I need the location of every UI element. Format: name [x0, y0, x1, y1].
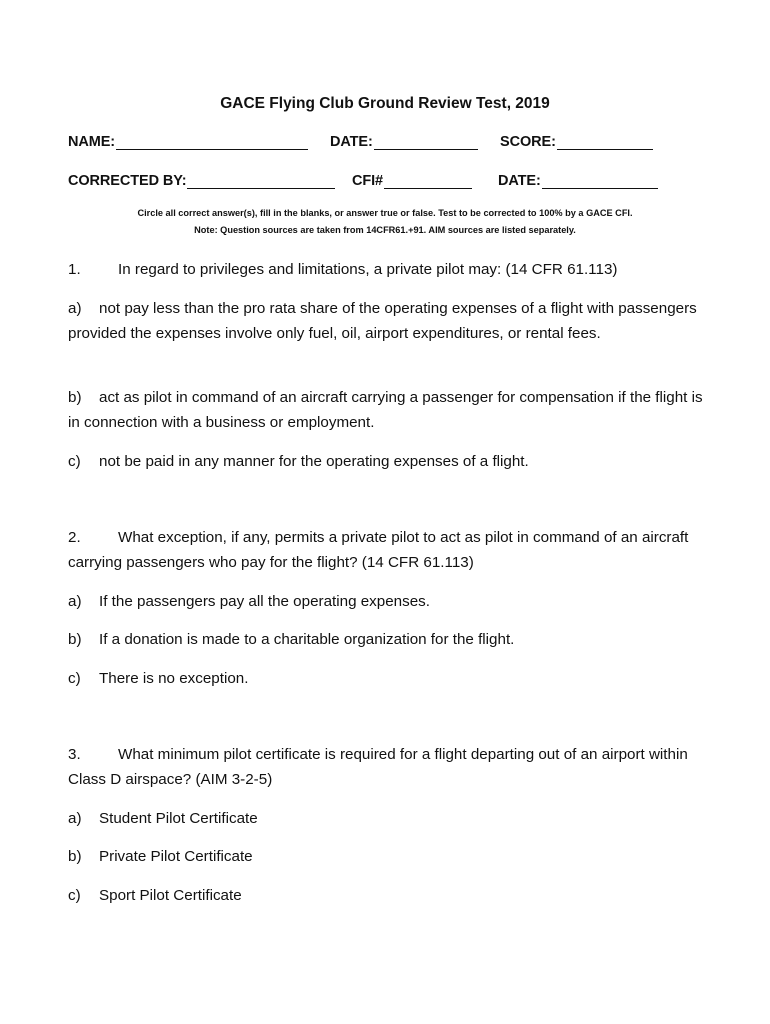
score-label: SCORE: [500, 134, 556, 150]
option-text: not pay less than the pro rata share of the operating expenses of a flight with passengers provided the expenses involve only fuel, oil, airport expenditures, or rental fees. [68, 300, 697, 342]
corrected-by-field[interactable] [68, 173, 335, 189]
option-letter: a) [68, 300, 82, 317]
question-number: 1. [68, 261, 81, 278]
question-2-option-b[interactable] [68, 627, 708, 652]
question-2 [68, 525, 708, 575]
question-text: In regard to privileges and limitations, a private pilot may: (14 CFR 61.113) [118, 261, 618, 278]
sources-note: Note: Question sources are taken from 14CFR61.+91. AIM sources are listed separately. [194, 225, 576, 235]
question-1 [68, 257, 708, 282]
option-letter: c) [68, 670, 81, 687]
question-3 [68, 742, 708, 792]
question-number: 3. [68, 746, 81, 763]
question-3-option-c[interactable] [68, 883, 708, 908]
option-text: Sport Pilot Certificate [99, 887, 242, 904]
question-text: What exception, if any, permits a private pilot to act as pilot in command of an aircraft carrying passengers who pay for the flight? (14 CFR 61.113) [68, 529, 689, 571]
score-field[interactable] [500, 134, 653, 150]
page-title: GACE Flying Club Ground Review Test, 2019 [220, 95, 550, 112]
option-letter: a) [68, 810, 82, 827]
name-label: NAME: [68, 134, 116, 150]
question-3-option-a[interactable] [68, 806, 708, 831]
corrected-date-field[interactable] [498, 173, 658, 189]
date-blank[interactable] [374, 135, 478, 150]
option-letter: c) [68, 887, 81, 904]
option-letter: c) [68, 453, 81, 470]
question-1-option-b[interactable] [68, 385, 708, 435]
date-label: DATE: [330, 134, 373, 150]
corrected-date-blank[interactable] [542, 174, 658, 189]
option-letter: b) [68, 631, 82, 648]
instructions-note: Circle all correct answer(s), fill in the blanks, or answer true or false. Test to be corrected to 100% by a GACE CFI. [137, 208, 633, 218]
score-blank[interactable] [557, 135, 653, 150]
option-text: Private Pilot Certificate [99, 848, 253, 865]
option-text: If a donation is made to a charitable organization for the flight. [99, 631, 515, 648]
question-2-option-c[interactable] [68, 666, 708, 691]
corrected-date-label: DATE: [498, 173, 541, 189]
option-text: Student Pilot Certificate [99, 810, 258, 827]
question-2-option-a[interactable] [68, 589, 708, 614]
question-1-option-c[interactable] [68, 449, 708, 474]
option-letter: b) [68, 848, 82, 865]
question-text: What minimum pilot certificate is required for a flight departing out of an airport within Class D airspace? (AIM 3-2-5) [68, 746, 688, 788]
option-text: act as pilot in command of an aircraft carrying a passenger for compensation if the flight is in connection with a business or employment. [68, 389, 703, 431]
option-letter: b) [68, 389, 82, 406]
date-field[interactable] [330, 134, 478, 150]
option-text: not be paid in any manner for the operating expenses of a flight. [99, 453, 529, 470]
question-1-option-a[interactable] [68, 296, 708, 346]
name-field[interactable] [68, 134, 308, 150]
corrected-by-blank[interactable] [187, 174, 335, 189]
option-letter: a) [68, 593, 82, 610]
cfi-field[interactable] [352, 173, 472, 189]
cfi-label: CFI# [352, 173, 384, 189]
corrected-by-label: CORRECTED BY: [68, 173, 187, 189]
option-text: If the passengers pay all the operating expenses. [99, 593, 430, 610]
question-number: 2. [68, 529, 81, 546]
question-3-option-b[interactable] [68, 844, 708, 869]
name-blank[interactable] [116, 135, 308, 150]
cfi-blank[interactable] [384, 174, 472, 189]
option-text: There is no exception. [99, 670, 249, 687]
